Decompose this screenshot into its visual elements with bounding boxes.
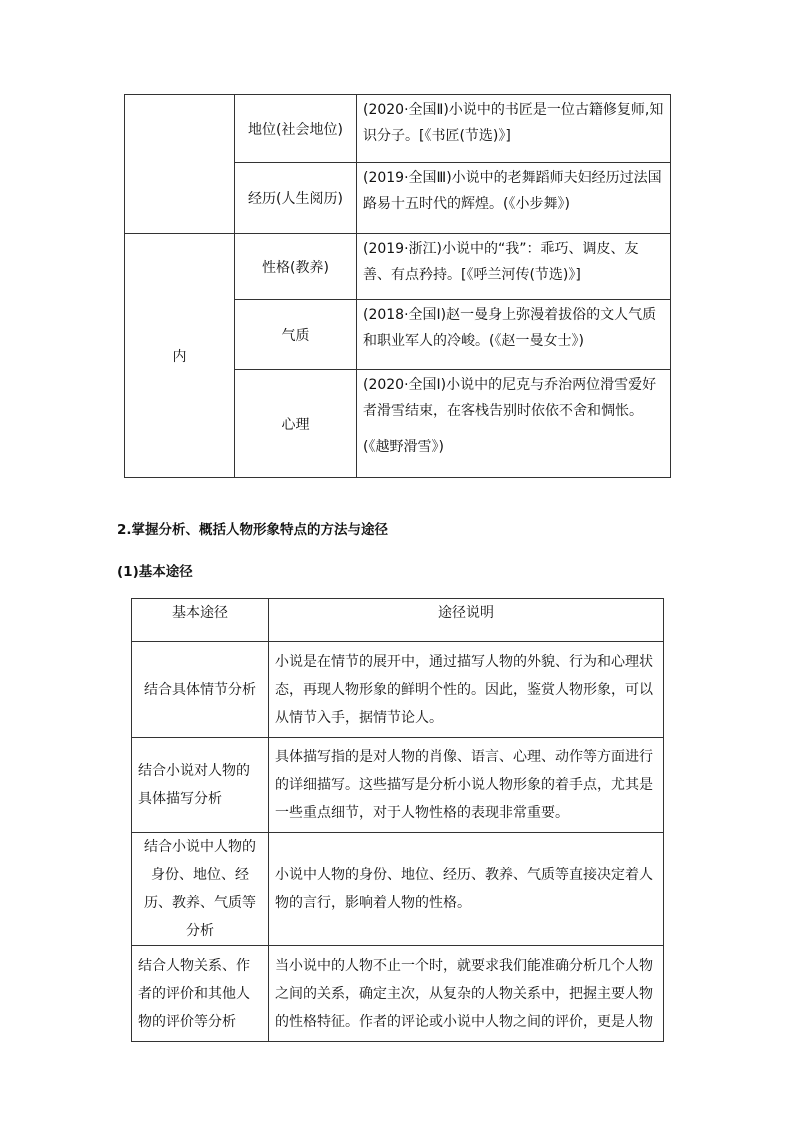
table-row — [132, 833, 664, 946]
character-traits-table — [124, 94, 671, 478]
table-row — [132, 642, 664, 738]
table-header-row — [132, 599, 664, 642]
example-cell: (2019·全国Ⅲ)小说中的老舞蹈师夫妇经历过法国路易十五时代的辉煌。(《小步舞》) — [357, 163, 671, 234]
path-cell: 结合具体情节分析 — [132, 642, 269, 738]
path-cell: 结合小说中人物的身份、地位、经历、教养、气质等分析 — [132, 833, 269, 946]
desc-cell: 小说是在情节的展开中，通过描写人物的外貌、行为和心理状态，再现人物形象的鲜明个性的。因此，鉴赏人物形象，可以从情节入手，据情节论人。 — [269, 642, 664, 738]
aspect-cell: 经历(人生阅历) — [235, 163, 357, 234]
desc-cell: 小说中人物的身份、地位、经历、教养、气质等直接决定着人物的言行，影响着人物的性格。 — [269, 833, 664, 946]
section-subheading: (1)基本途径 — [117, 564, 193, 580]
path-cell: 结合人物关系、作者的评价和其他人物的评价等分析 — [132, 946, 269, 1042]
table-row — [132, 738, 664, 833]
basic-paths-table — [131, 598, 664, 1042]
aspect-cell: 地位(社会地位) — [235, 95, 357, 163]
column-header: 基本途径 — [132, 599, 269, 642]
category-cell — [125, 95, 235, 234]
example-cell: (2019·浙江)小说中的“我”：乖巧、调皮、友善、有点矜持。[《呼兰河传(节选)》] — [357, 234, 671, 300]
example-text: (2020·全国Ⅰ)小说中的尼克与乔治两位滑雪爱好者滑雪结束，在客栈告别时依依不舍和惆怅。 — [363, 377, 657, 419]
example-cell — [357, 370, 671, 478]
section-heading: 2.掌握分析、概括人物形象特点的方法与途径 — [117, 522, 389, 538]
aspect-cell: 心理 — [235, 370, 357, 478]
aspect-cell: 性格(教养) — [235, 234, 357, 300]
aspect-cell: 气质 — [235, 300, 357, 370]
table-row — [125, 95, 671, 163]
example-cell: (2018·全国Ⅰ)赵一曼身上弥漫着拔俗的文人气质和职业军人的冷峻。(《赵一曼女士》) — [357, 300, 671, 370]
column-header: 途径说明 — [269, 599, 664, 642]
table-row — [132, 946, 664, 1042]
example-source: (《越野滑雪》) — [363, 439, 444, 455]
desc-cell: 当小说中的人物不止一个时，就要求我们能准确分析几个人物之间的关系，确定主次，从复杂的人物关系中，把握主要人物的性格特征。作者的评论或小说中人物之间的评价，更是人物 — [269, 946, 664, 1042]
table-row — [125, 234, 671, 300]
path-cell: 结合小说对人物的具体描写分析 — [132, 738, 269, 833]
example-cell: (2020·全国Ⅱ)小说中的书匠是一位古籍修复师,知识分子。[《书匠(节选)》] — [357, 95, 671, 163]
desc-cell: 具体描写指的是对人物的肖像、语言、心理、动作等方面进行的详细描写。这些描写是分析小说人物形象的着手点，尤其是一些重点细节，对于人物性格的表现非常重要。 — [269, 738, 664, 833]
category-cell: 内 — [125, 234, 235, 478]
